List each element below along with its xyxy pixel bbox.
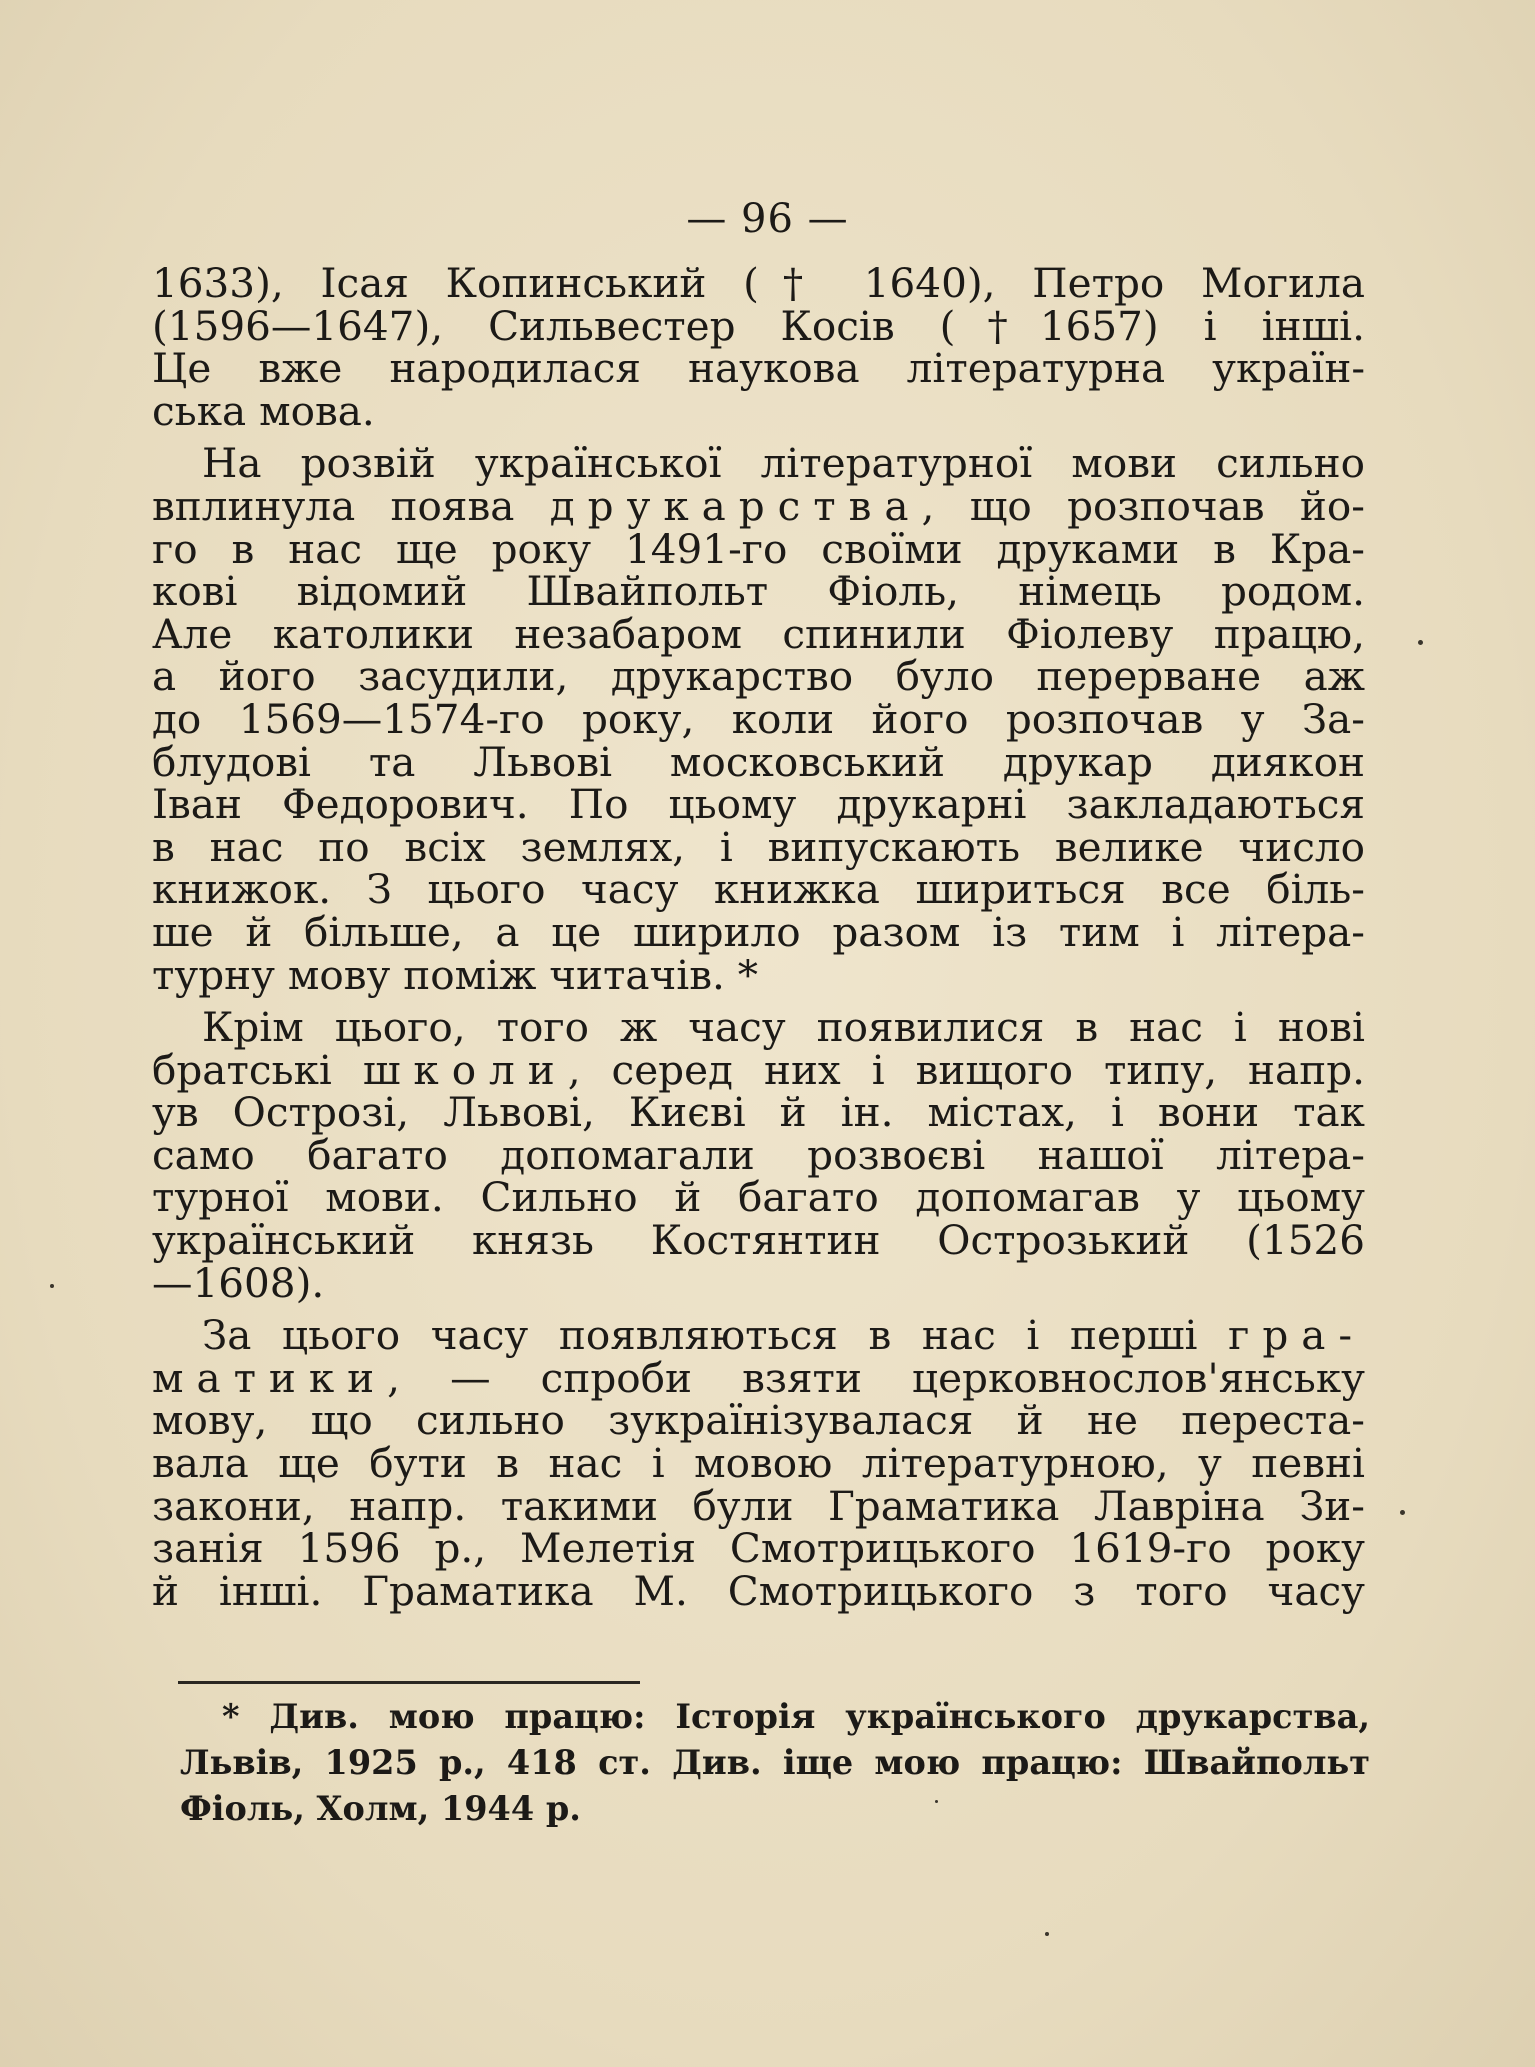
text-segment: 1633), Ісая Копинський († 1640), Петро Могила bbox=[152, 259, 1365, 307]
text-segment: закони, напр. такими були Граматика Лавріна Зи- bbox=[152, 1481, 1365, 1530]
text-segment: в нас по всіх землях, і випускають велике число bbox=[152, 822, 1365, 871]
text-line bbox=[152, 1524, 1365, 1573]
footnote-line: Львів, 1925 р., 418 ст. Див. іще мою працю: Швайпольт bbox=[180, 1743, 1370, 1782]
text-line bbox=[152, 1045, 1365, 1094]
spaced-emphasis: гра- bbox=[1228, 1311, 1365, 1360]
text-line bbox=[152, 481, 1365, 530]
text-segment: Але католики незабаром спинили Фіолеву працю, bbox=[152, 609, 1365, 658]
text-line bbox=[152, 780, 1365, 829]
text-segment: занія 1596 р., Мелетія Смотрицького 1619-го року bbox=[152, 1524, 1365, 1573]
text-segment: ше й більше, а це ширило разом із тим і літера- bbox=[152, 907, 1365, 956]
spaced-emphasis: друкарства bbox=[549, 481, 922, 530]
text-segment: турної мови. Сильно й багато допомагав у цьому bbox=[152, 1173, 1365, 1222]
text-segment: вплинула поява bbox=[152, 481, 550, 530]
text-line bbox=[152, 1130, 1365, 1179]
text-segment: ська мова. bbox=[152, 386, 375, 435]
text-segment: Крім цього, того ж часу появилися в нас і нові bbox=[202, 1003, 1365, 1052]
text-line bbox=[152, 1216, 1365, 1265]
page-number: — 96 — bbox=[686, 196, 849, 242]
text-segment: вала ще бути в нас і мовою літературною, у певні bbox=[152, 1439, 1365, 1488]
text-segment: й інші. Граматика М. Смотрицького з того часу bbox=[152, 1566, 1365, 1615]
text-segment: , що розпочав йо- bbox=[921, 481, 1365, 530]
text-segment: На розвій української літературної мови сильно bbox=[202, 439, 1365, 488]
text-line bbox=[152, 1258, 1365, 1307]
text-segment: само багато допомагали розвоєві нашої літера- bbox=[152, 1130, 1365, 1179]
text-line bbox=[152, 694, 1365, 743]
paper-speck bbox=[50, 1284, 54, 1288]
footnote-line: Фіоль, Холм, 1944 р. bbox=[180, 1789, 581, 1828]
text-segment: Іван Федорович. По цьому друкарні закладаються bbox=[152, 780, 1365, 829]
spaced-emphasis: школи bbox=[362, 1045, 568, 1094]
text-segment: го в нас ще року 1491-го своїми друками в Кра- bbox=[152, 524, 1365, 573]
text-line bbox=[152, 1353, 1365, 1402]
text-segment: книжок. З цього часу книжка шириться все біль- bbox=[152, 865, 1365, 914]
text-line bbox=[152, 524, 1365, 573]
text-line bbox=[152, 652, 1365, 701]
text-segment: а його засудили, друкарство було перерване аж bbox=[152, 652, 1365, 701]
footnote-line: * Див. мою працю: Історія українського друкарства, bbox=[222, 1697, 1370, 1736]
text-line bbox=[152, 1439, 1365, 1488]
paper-speck bbox=[1400, 1510, 1405, 1515]
footnote bbox=[180, 1694, 1370, 1832]
text-segment: блудові та Львові московський друкар диякон bbox=[152, 737, 1365, 786]
text-segment: —1608). bbox=[152, 1258, 325, 1307]
text-line bbox=[152, 344, 1365, 393]
text-line bbox=[152, 1396, 1365, 1445]
paper-speck bbox=[1045, 1932, 1049, 1936]
spaced-emphasis: матики bbox=[152, 1353, 388, 1402]
text-line bbox=[152, 737, 1365, 786]
text-segment: (1596—1647), Сильвестер Косів (†1657) і інші. bbox=[152, 301, 1365, 350]
text-segment: братські bbox=[152, 1045, 363, 1094]
text-line bbox=[152, 1311, 1365, 1360]
text-line bbox=[152, 1481, 1365, 1530]
text-line bbox=[152, 865, 1365, 914]
text-line bbox=[152, 609, 1365, 658]
text-line bbox=[152, 1566, 1365, 1615]
text-segment: , серед них і вищого типу, напр. bbox=[567, 1045, 1365, 1094]
text-segment: український князь Костянтин Острозький (1526 bbox=[152, 1216, 1365, 1265]
text-segment: до 1569—1574-го року, коли його розпочав у За- bbox=[152, 694, 1365, 743]
paper-speck bbox=[1418, 640, 1423, 645]
text-line bbox=[152, 259, 1365, 307]
text-segment: турну мову поміж читачів. * bbox=[152, 950, 759, 999]
body-text bbox=[152, 259, 1365, 1615]
text-line bbox=[152, 567, 1365, 616]
text-line bbox=[152, 1088, 1365, 1137]
text-segment: кові відомий Швайпольт Фіоль, німець родом. bbox=[152, 567, 1365, 616]
paper-speck bbox=[935, 1800, 938, 1803]
text-segment: , — спроби взяти церковнослов'янську bbox=[387, 1353, 1365, 1402]
text-line bbox=[152, 386, 1365, 435]
text-line bbox=[152, 822, 1365, 871]
footnote-divider bbox=[178, 1681, 640, 1684]
text-segment: Це вже народилася наукова літературна україн- bbox=[152, 344, 1365, 393]
text-line bbox=[152, 301, 1365, 350]
text-line bbox=[152, 1173, 1365, 1222]
text-segment: ув Острозі, Львові, Києві й ін. містах, і вони так bbox=[152, 1088, 1365, 1137]
text-segment: мову, що сильно зукраїнізувалася й не переста- bbox=[152, 1396, 1365, 1445]
text-line bbox=[152, 907, 1365, 956]
text-line bbox=[152, 950, 1365, 999]
text-line bbox=[152, 1003, 1365, 1052]
text-segment: За цього часу появляються в нас і перші bbox=[202, 1311, 1229, 1360]
text-line bbox=[152, 439, 1365, 488]
